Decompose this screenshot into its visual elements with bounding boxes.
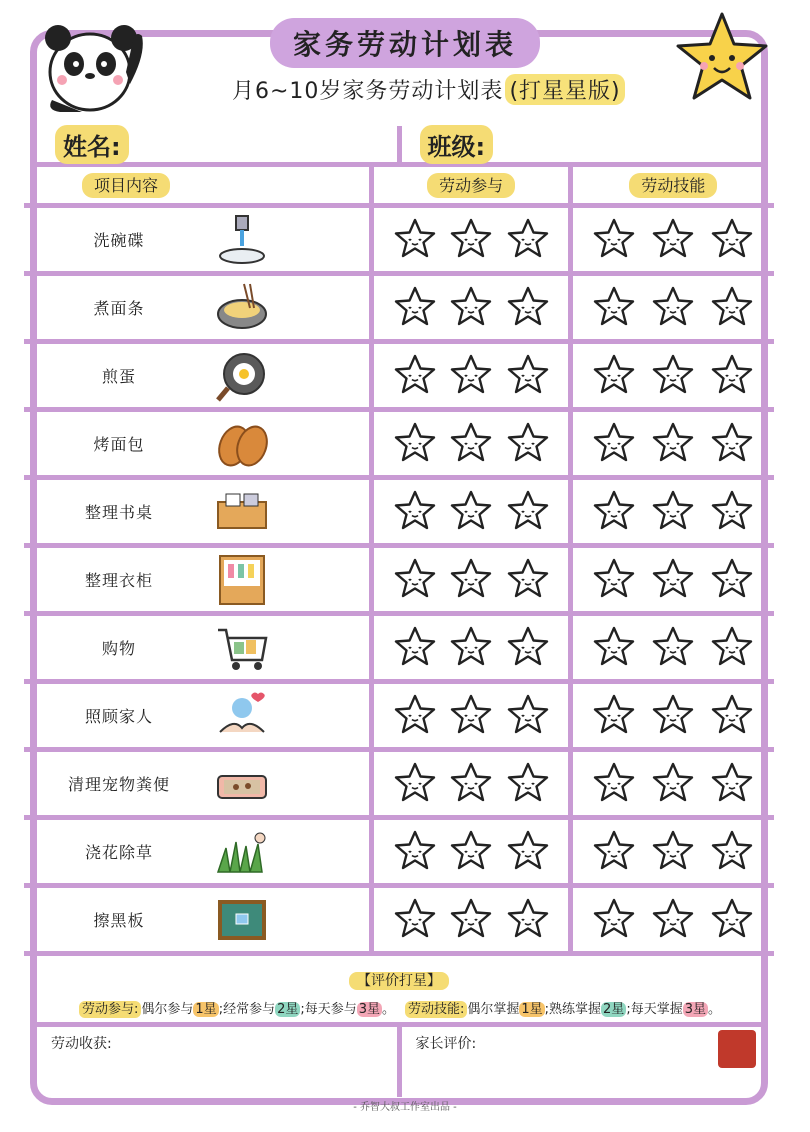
rating-star-icon[interactable] (592, 625, 636, 671)
participation-column-header (372, 165, 570, 206)
rating-star-icon[interactable] (592, 421, 636, 467)
table-row (24, 614, 774, 682)
star-group (573, 557, 774, 603)
rating-star-icon[interactable] (393, 829, 437, 875)
item-content (24, 276, 369, 339)
shopping-cart-icon (214, 620, 270, 676)
rating-star-icon[interactable] (592, 693, 636, 739)
rating-star-icon[interactable] (651, 693, 695, 739)
star-group (374, 897, 567, 943)
participation-score-2: 2星 (277, 1002, 299, 1017)
star-group (573, 353, 774, 399)
star-group (374, 693, 567, 739)
rating-star-icon[interactable] (506, 421, 550, 467)
star-group (573, 829, 774, 875)
item-cell (24, 546, 372, 614)
rating-star-icon[interactable] (393, 217, 437, 263)
item-cell (24, 342, 372, 410)
fried-egg-pan-icon (214, 348, 270, 404)
desk-icon (214, 484, 270, 540)
rating-star-icon[interactable] (651, 625, 695, 671)
rating-star-icon[interactable] (710, 625, 754, 671)
table-row (24, 478, 774, 546)
star-group (573, 217, 774, 263)
chore-table (24, 165, 774, 956)
star-group (374, 489, 567, 535)
participation-stars-cell (372, 818, 570, 886)
skill-rule-3: ;每天掌握 (626, 1002, 683, 1017)
participation-score-3: 3星 (358, 1002, 381, 1017)
smiling-star-icon (672, 8, 772, 108)
evaluation-title-text: 【评价打星】 (349, 972, 449, 990)
evaluation-rules (37, 998, 761, 1017)
caring-hands-icon (214, 688, 270, 744)
rating-star-icon[interactable] (449, 353, 493, 399)
rating-star-icon[interactable] (651, 421, 695, 467)
rating-star-icon[interactable] (393, 557, 437, 603)
rating-star-icon[interactable] (592, 829, 636, 875)
rating-star-icon[interactable] (506, 217, 550, 263)
star-group (573, 489, 774, 535)
item-cell (24, 478, 372, 546)
rating-star-icon[interactable] (651, 557, 695, 603)
skill-stars-cell (570, 682, 774, 750)
rating-star-icon[interactable] (506, 489, 550, 535)
skill-stars-cell (570, 750, 774, 818)
rating-star-icon[interactable] (506, 625, 550, 671)
item-cell (24, 682, 372, 750)
rating-star-icon[interactable] (710, 217, 754, 263)
participation-column-label: 劳动参与 (427, 173, 515, 198)
rating-star-icon[interactable] (592, 761, 636, 807)
rating-star-icon[interactable] (651, 217, 695, 263)
page-title: 家务劳动计划表 (270, 18, 540, 68)
rating-star-icon[interactable] (592, 897, 636, 943)
participation-rule-end: 。 (382, 1002, 396, 1017)
item-cell (24, 818, 372, 886)
star-group (573, 897, 774, 943)
blackboard-icon (214, 892, 270, 948)
participation-score-1: 1星 (195, 1002, 217, 1017)
participation-stars-cell (372, 206, 570, 274)
skill-column-header (570, 165, 774, 206)
rating-star-icon[interactable] (506, 761, 550, 807)
star-group (374, 217, 567, 263)
rating-star-icon[interactable] (651, 353, 695, 399)
star-group (374, 421, 567, 467)
rating-star-icon[interactable] (710, 489, 754, 535)
skill-stars-cell (570, 274, 774, 342)
skill-stars-cell (570, 206, 774, 274)
class-field[interactable] (397, 126, 762, 162)
rating-star-icon[interactable] (449, 693, 493, 739)
name-label: 姓名: (55, 125, 129, 164)
subtitle (232, 72, 672, 106)
star-group (374, 285, 567, 331)
rating-star-icon[interactable] (592, 557, 636, 603)
rating-star-icon[interactable] (393, 693, 437, 739)
grass-icon (214, 824, 270, 880)
rating-star-icon[interactable] (506, 829, 550, 875)
rating-star-icon[interactable] (710, 557, 754, 603)
class-label: 班级: (420, 125, 494, 164)
rating-star-icon[interactable] (506, 693, 550, 739)
rating-star-icon[interactable] (592, 285, 636, 331)
item-content (24, 548, 369, 611)
rating-star-icon[interactable] (393, 897, 437, 943)
rating-star-icon[interactable] (651, 489, 695, 535)
item-label: 烤面包 (93, 435, 145, 454)
participation-stars-cell (372, 342, 570, 410)
item-label: 煮面条 (93, 299, 145, 318)
item-column-header (24, 165, 372, 206)
rating-star-icon[interactable] (506, 557, 550, 603)
table-row (24, 682, 774, 750)
item-content (24, 208, 369, 271)
item-cell (24, 206, 372, 274)
item-column-label: 项目内容 (82, 173, 170, 198)
skill-column-label: 劳动技能 (629, 173, 717, 198)
participation-rule-1: 偶尔参与 (141, 1002, 194, 1017)
participation-rule-3: ;每天参与 (300, 1002, 357, 1017)
skill-rule-label: 劳动技能: (405, 1001, 467, 1018)
item-cell (24, 274, 372, 342)
rating-star-icon[interactable] (506, 897, 550, 943)
skill-score-1: 1星 (521, 1002, 543, 1017)
table-row (24, 342, 774, 410)
participation-stars-cell (372, 750, 570, 818)
star-group (573, 625, 774, 671)
rating-star-icon[interactable] (449, 761, 493, 807)
rating-star-icon[interactable] (393, 421, 437, 467)
star-group (374, 761, 567, 807)
participation-stars-cell (372, 546, 570, 614)
participation-stars-cell (372, 410, 570, 478)
notes-section (37, 1022, 761, 1097)
table-row (24, 750, 774, 818)
rating-star-icon[interactable] (393, 285, 437, 331)
rating-star-icon[interactable] (449, 217, 493, 263)
panda-icon (42, 14, 152, 114)
rating-star-icon[interactable] (393, 625, 437, 671)
item-cell (24, 614, 372, 682)
table-row (24, 274, 774, 342)
item-content (24, 344, 369, 407)
evaluation-title (37, 970, 761, 990)
participation-stars-cell (372, 274, 570, 342)
subtitle-text: 月6~10岁家务劳动计划表 (232, 78, 504, 104)
participation-stars-cell (372, 478, 570, 546)
item-cell (24, 886, 372, 954)
item-label: 擦黑板 (93, 911, 145, 930)
item-content (24, 684, 369, 747)
rating-star-icon[interactable] (710, 761, 754, 807)
rating-star-icon[interactable] (393, 489, 437, 535)
harvest-label: 劳动收获: (51, 1036, 112, 1052)
rating-star-icon[interactable] (506, 353, 550, 399)
table-row (24, 410, 774, 478)
item-content (24, 616, 369, 679)
star-group (573, 285, 774, 331)
litter-tray-icon (214, 756, 270, 812)
bread-icon (214, 416, 270, 472)
participation-rule-2: ;经常参与 (218, 1002, 276, 1017)
item-label: 浇花除草 (84, 843, 153, 862)
rating-star-icon[interactable] (651, 761, 695, 807)
rating-star-icon[interactable] (710, 353, 754, 399)
rating-star-icon[interactable] (592, 489, 636, 535)
rating-star-icon[interactable] (506, 285, 550, 331)
star-group (374, 557, 567, 603)
noodle-pot-icon (214, 280, 270, 336)
skill-stars-cell (570, 818, 774, 886)
name-class-bar (37, 126, 761, 167)
rating-star-icon[interactable] (710, 421, 754, 467)
participation-rule (79, 998, 395, 1017)
item-content (24, 412, 369, 475)
skill-score-3: 3星 (684, 1002, 706, 1017)
rating-star-icon[interactable] (449, 285, 493, 331)
star-group (573, 761, 774, 807)
rating-star-icon[interactable] (393, 761, 437, 807)
parent-comment-field[interactable] (397, 1027, 762, 1097)
rating-star-icon[interactable] (592, 353, 636, 399)
rating-star-icon[interactable] (710, 897, 754, 943)
skill-rule-1: 偶尔掌握 (467, 1002, 520, 1017)
name-field[interactable] (37, 126, 397, 162)
rating-star-icon[interactable] (393, 353, 437, 399)
skill-stars-cell (570, 886, 774, 954)
item-label: 整理衣柜 (84, 571, 153, 590)
parent-comment-label: 家长评价: (415, 1036, 477, 1052)
evaluation-section (37, 970, 761, 1017)
item-label: 洗碗碟 (93, 231, 145, 250)
skill-stars-cell (570, 546, 774, 614)
skill-rule-end: 。 (707, 1002, 721, 1017)
skill-rule-2: ;熟练掌握 (544, 1002, 602, 1017)
item-cell (24, 410, 372, 478)
table-header (24, 165, 774, 206)
rating-star-icon[interactable] (449, 625, 493, 671)
harvest-field[interactable] (37, 1027, 397, 1097)
star-group (374, 353, 567, 399)
star-group (573, 421, 774, 467)
skill-stars-cell (570, 478, 774, 546)
item-label: 清理宠物粪便 (67, 775, 170, 794)
skill-stars-cell (570, 614, 774, 682)
star-group (374, 625, 567, 671)
dish-washing-icon (214, 212, 270, 268)
participation-stars-cell (372, 614, 570, 682)
star-group (573, 693, 774, 739)
credit-text: - 乔智大叔工作室出品 - (353, 1102, 457, 1113)
item-content (24, 752, 369, 815)
item-label: 照顾家人 (84, 707, 153, 726)
rating-star-icon[interactable] (710, 829, 754, 875)
item-label: 煎蛋 (101, 367, 136, 386)
rating-star-icon[interactable] (651, 897, 695, 943)
participation-stars-cell (372, 682, 570, 750)
item-content (24, 820, 369, 883)
rating-star-icon[interactable] (449, 421, 493, 467)
rating-star-icon[interactable] (710, 285, 754, 331)
item-content (24, 480, 369, 543)
item-content (24, 888, 369, 951)
participation-stars-cell (372, 886, 570, 954)
table-row (24, 818, 774, 886)
item-label: 整理书桌 (84, 503, 153, 522)
item-cell (24, 750, 372, 818)
star-group (374, 829, 567, 875)
skill-rule (405, 998, 721, 1017)
rating-star-icon[interactable] (592, 217, 636, 263)
table-row (24, 886, 774, 954)
rating-star-icon[interactable] (651, 829, 695, 875)
rating-star-icon[interactable] (449, 897, 493, 943)
participation-rule-label: 劳动参与: (79, 1001, 141, 1018)
rating-star-icon[interactable] (449, 557, 493, 603)
rating-star-icon[interactable] (710, 693, 754, 739)
studio-seal-icon (718, 1030, 756, 1068)
skill-stars-cell (570, 342, 774, 410)
item-label: 购物 (101, 639, 136, 658)
subtitle-tag: (打星星版) (505, 74, 624, 105)
rating-star-icon[interactable] (449, 489, 493, 535)
table-row (24, 546, 774, 614)
table-row (24, 206, 774, 274)
rating-star-icon[interactable] (651, 285, 695, 331)
wardrobe-icon (214, 552, 270, 608)
skill-score-2: 2星 (603, 1002, 625, 1017)
skill-stars-cell (570, 410, 774, 478)
rating-star-icon[interactable] (449, 829, 493, 875)
